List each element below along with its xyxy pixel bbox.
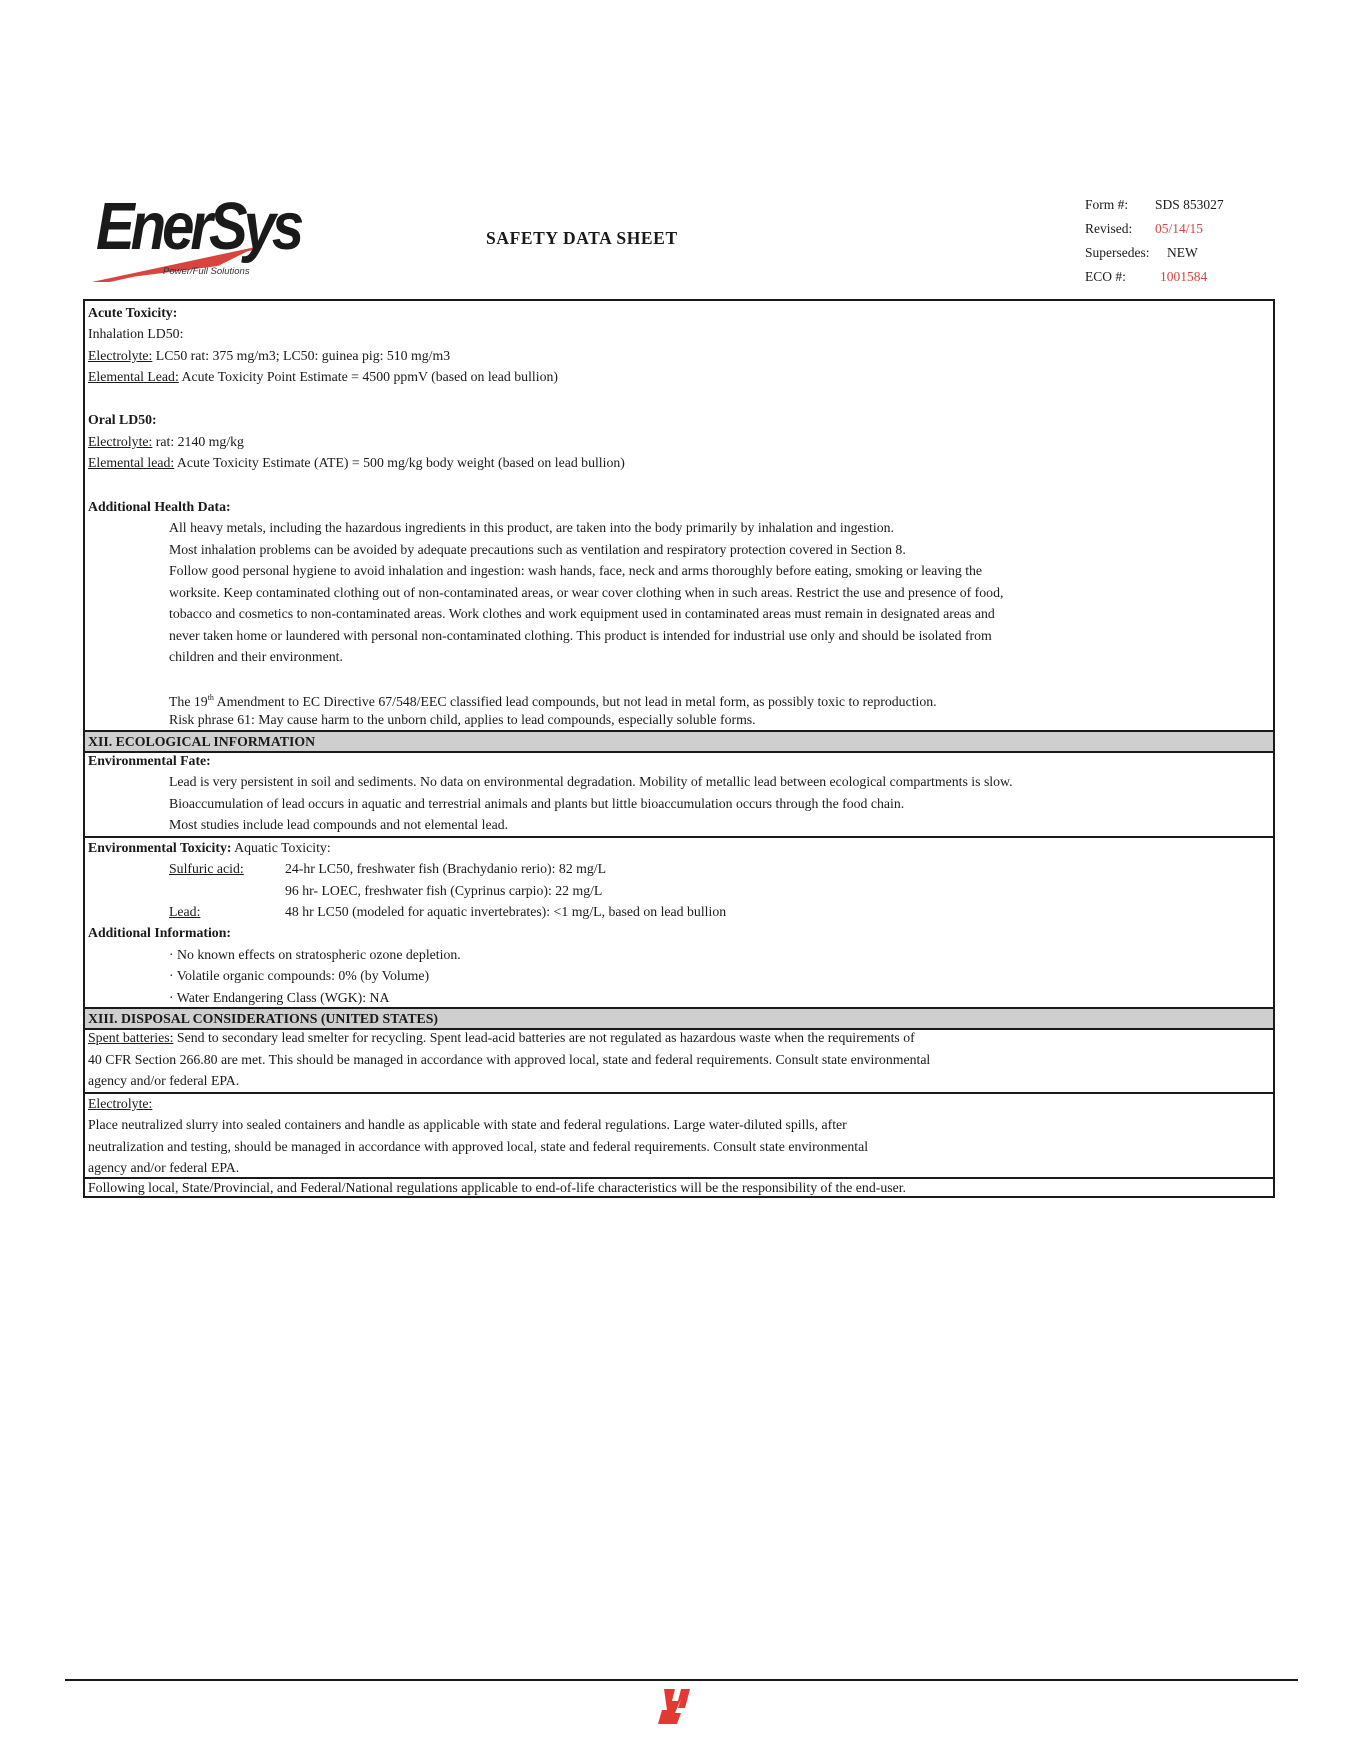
health-line: children and their environment. bbox=[169, 649, 343, 664]
additional-information-heading: Additional Information: bbox=[88, 925, 231, 940]
enersys-bolt-icon bbox=[656, 1686, 696, 1726]
company-logo bbox=[90, 188, 301, 284]
disposal-electrolyte-label: Electrolyte: bbox=[88, 1096, 153, 1111]
environmental-fate-heading: Environmental Fate: bbox=[88, 753, 211, 768]
environmental-toxicity-line bbox=[88, 838, 331, 858]
disposal-electrolyte-line: agency and/or federal EPA. bbox=[88, 1160, 240, 1175]
fate-line: Bioaccumulation of lead occurs in aquatic and terrestrial animals and plants but little bioaccumulation occurs through the food chain. bbox=[169, 796, 905, 811]
sds-content-box bbox=[83, 299, 1275, 1198]
oral-ld50-heading: Oral LD50: bbox=[88, 412, 157, 427]
health-line: Most inhalation problems can be avoided by adequate precautions such as ventilation and respiratory protection covered in Section 8. bbox=[169, 542, 906, 557]
additional-info-item: · No known effects on stratospheric ozone depletion. bbox=[169, 947, 461, 962]
document-title: SAFETY DATA SHEET bbox=[486, 228, 678, 248]
health-line: never taken home or laundered with personal non-contaminated clothing. This product is intended for industrial use only and should be isolated from bbox=[169, 628, 992, 643]
additional-info-item: · Water Endangering Class (WGK): NA bbox=[169, 990, 390, 1005]
sulfuric-acid-value-2: 96 hr- LOEC, freshwater fish (Cyprinus carpio): 22 mg/L bbox=[285, 883, 603, 898]
health-line: Follow good personal hygiene to avoid inhalation and ingestion: wash hands, face, neck and arms thoroughly before eating, smoking or leaving the bbox=[169, 563, 983, 578]
spent-batteries-label: Spent batteries: bbox=[88, 1030, 174, 1045]
additional-info-item: · Volatile organic compounds: 0% (by Volume) bbox=[169, 968, 430, 983]
sulfuric-acid-value-1: 24-hr LC50, freshwater fish (Brachydanio rerio): 82 mg/L bbox=[285, 861, 607, 876]
form-label: Form #: bbox=[1085, 197, 1129, 212]
aquatic-toxicity-label: Aquatic Toxicity: bbox=[231, 840, 331, 855]
section-xii-title: XII. ECOLOGICAL INFORMATION bbox=[88, 734, 316, 749]
logo-tagline: Power/Full Solutions bbox=[163, 266, 250, 277]
eco-label: ECO #: bbox=[1085, 269, 1126, 284]
amendment-pre: The 19 bbox=[169, 694, 208, 709]
divider bbox=[85, 1092, 1273, 1094]
sulfuric-acid-label: Sulfuric acid: bbox=[169, 861, 244, 876]
oral-electrolyte bbox=[88, 432, 244, 452]
revised-label: Revised: bbox=[1085, 221, 1133, 236]
form-value: SDS 853027 bbox=[1155, 197, 1224, 212]
health-line: All heavy metals, including the hazardous ingredients in this product, are taken into the body primarily by inhalation and ingestion. bbox=[169, 520, 894, 535]
inhalation-label: Inhalation LD50: bbox=[88, 326, 184, 341]
fate-line: Lead is very persistent in soil and sediments. No data on environmental degradation. Mobility of metallic lead between ecological compartments is slow. bbox=[169, 774, 1013, 789]
amendment-line bbox=[169, 688, 937, 712]
section-xiii-header bbox=[85, 1007, 1273, 1030]
spent-batteries-line-1 bbox=[88, 1028, 915, 1048]
risk-phrase-line: Risk phrase 61: May cause harm to the unborn child, applies to lead compounds, especially soluble forms. bbox=[169, 712, 756, 727]
spent-batteries-line-2: 40 CFR Section 266.80 are met. This should be managed in accordance with approved local, state and federal requirements. Consult state environmental bbox=[88, 1052, 931, 1067]
lead-label: Lead: bbox=[169, 904, 201, 919]
section-xii-header bbox=[85, 730, 1273, 753]
eco-value: 1001584 bbox=[1160, 269, 1208, 284]
lead-value: 48 hr LC50 (modeled for aquatic invertebrates): <1 mg/L, based on lead bullion bbox=[285, 904, 727, 919]
disposal-electrolyte-line: neutralization and testing, should be managed in accordance with approved local, state and federal requirements. Consult state environmental bbox=[88, 1139, 869, 1154]
supersedes-value: NEW bbox=[1167, 245, 1198, 260]
inhalation-lead bbox=[88, 367, 558, 387]
acute-toxicity-heading: Acute Toxicity: bbox=[88, 305, 178, 320]
oral-electrolyte-text: rat: 2140 mg/kg bbox=[152, 434, 244, 449]
spent-batteries-text: Send to secondary lead smelter for recycling. Spent lead-acid batteries are not regulated as hazardous waste when the requirements of bbox=[173, 1030, 915, 1045]
oral-lead-label: Elemental lead: bbox=[88, 455, 175, 470]
amendment-sup: th bbox=[207, 693, 214, 702]
environmental-toxicity-heading: Environmental Toxicity: bbox=[88, 840, 232, 855]
inhalation-electrolyte-text: LC50 rat: 375 mg/m3; LC50: guinea pig: 510 mg/m3 bbox=[152, 348, 451, 363]
disposal-electrolyte-line: Place neutralized slurry into sealed containers and handle as applicable with state and federal regulations. Large water-diluted spills, after bbox=[88, 1117, 847, 1132]
fate-line: Most studies include lead compounds and not elemental lead. bbox=[169, 817, 509, 832]
health-line: tobacco and cosmetics to non-contaminated areas. Work clothes and work equipment used in contaminated areas must remain in designated areas and bbox=[169, 606, 995, 621]
oral-electrolyte-label: Electrolyte: bbox=[88, 434, 153, 449]
inhalation-lead-text: Acute Toxicity Point Estimate = 4500 ppmV (based on lead bullion) bbox=[178, 369, 558, 384]
logo-wordmark: EnerSys bbox=[96, 189, 301, 264]
footer-rule bbox=[65, 1679, 1298, 1681]
inhalation-electrolyte bbox=[88, 346, 450, 366]
amendment-post: Amendment to EC Directive 67/548/EEC classified lead compounds, but not lead in metal form, as possibly toxic to reproduction. bbox=[213, 694, 937, 709]
oral-lead-text: Acute Toxicity Estimate (ATE) = 500 mg/kg body weight (based on lead bullion) bbox=[174, 455, 625, 470]
oral-lead bbox=[88, 453, 625, 473]
health-line: worksite. Keep contaminated clothing out of non-contaminated areas, or wear cover clothing when in such areas. Restrict the use and presence of food, bbox=[169, 585, 1004, 600]
health-data-heading: Additional Health Data: bbox=[88, 499, 231, 514]
end-user-statement: Following local, State/Provincial, and Federal/National regulations applicable to end-of-life characteristics will be the responsibility of the end-user. bbox=[88, 1180, 906, 1195]
inhalation-electrolyte-label: Electrolyte: bbox=[88, 348, 153, 363]
section-xiii-title: XIII. DISPOSAL CONSIDERATIONS (UNITED STATES) bbox=[88, 1011, 438, 1026]
inhalation-lead-label: Elemental Lead: bbox=[88, 369, 179, 384]
supersedes-label: Supersedes: bbox=[1085, 245, 1150, 260]
revised-value: 05/14/15 bbox=[1155, 221, 1204, 236]
spent-batteries-line-3: agency and/or federal EPA. bbox=[88, 1073, 240, 1088]
